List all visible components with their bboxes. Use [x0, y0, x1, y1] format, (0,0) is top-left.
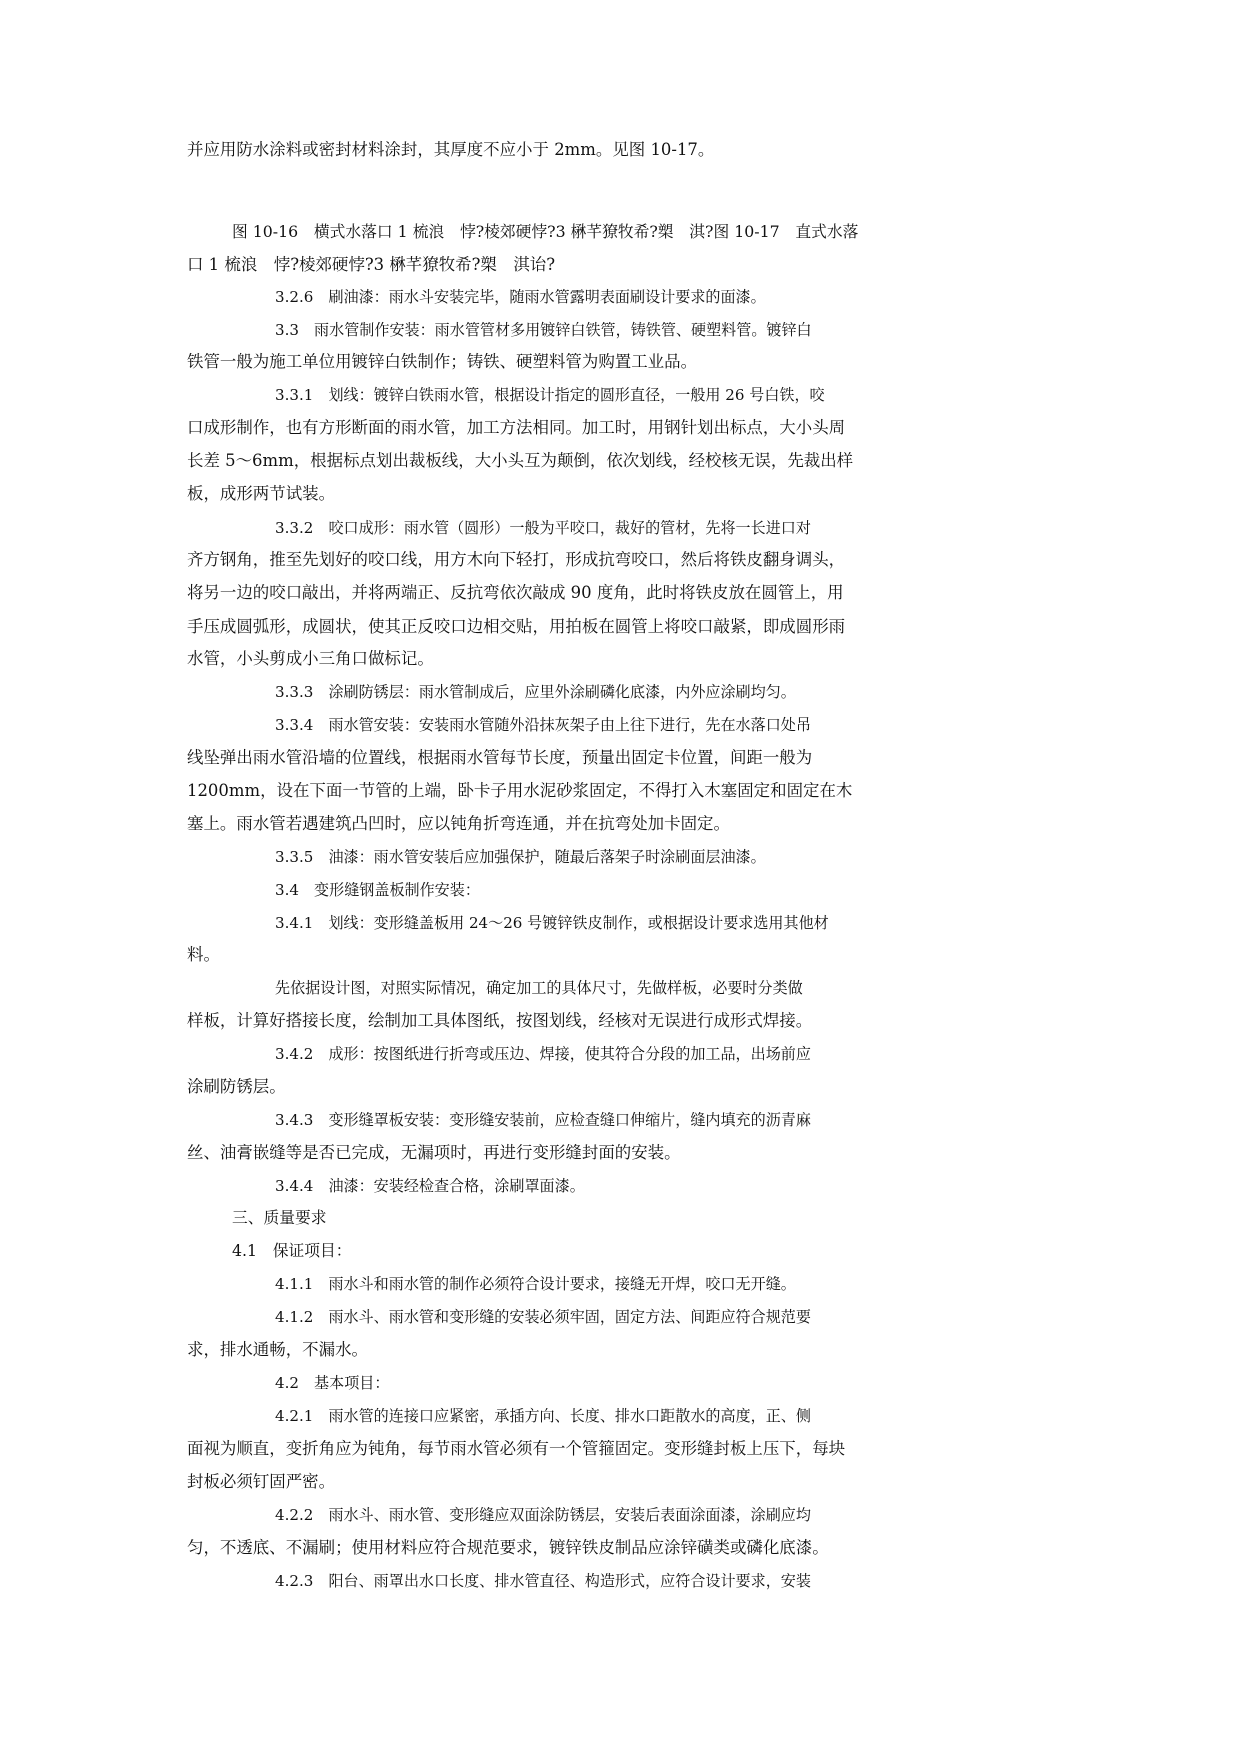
text-line: 手压成圆弧形，成圆状，使其正反咬口边相交贴，用拍板在圆管上将咬口敲紧，即成圆形雨 — [187, 617, 846, 636]
text-line: 3.3.3 涂刷防锈层：雨水管制成后，应里外涂刷磷化底漆，内外应涂刷均匀。 — [275, 683, 796, 701]
text-line: 3.4.1 划线：变形缝盖板用 24～26 号镀锌铁皮制作，或根据设计要求选用其他材 — [275, 914, 829, 932]
text-line: 料。 — [187, 945, 220, 964]
text-line: 面视为顺直，变折角应为钝角，每节雨水管必须有一个管箍固定。变形缝封板上压下，每块 — [187, 1439, 846, 1458]
text-line: 4.1.2 雨水斗、雨水管和变形缝的安装必须牢固，固定方法、间距应符合规范要 — [275, 1308, 811, 1326]
text-line: 4.2.3 阳台、雨罩出水口长度、排水管直径、构造形式，应符合设计要求，安装 — [275, 1572, 811, 1590]
text-line: 3.3.4 雨水管安装：安装雨水管随外沿抹灰架子由上往下进行，先在水落口处吊 — [275, 716, 811, 734]
text-line: 封板必须钉固严密。 — [187, 1472, 336, 1491]
section-heading: 3.3 雨水管制作安装：雨水管管材多用镀锌白铁管，铸铁管、硬塑料管。镀锌白 — [275, 321, 812, 339]
section-heading: 3.4 变形缝钢盖板制作安装： — [275, 881, 480, 899]
text-line: 丝、油膏嵌缝等是否已完成，无漏项时，再进行变形缝封面的安装。 — [187, 1143, 681, 1162]
text-line: 3.4.4 油漆：安装经检查合格，涂刷罩面漆。 — [275, 1177, 585, 1195]
text-line: 铁管一般为施工单位用镀锌白铁制作；铸铁、硬塑料管为购置工业品。 — [187, 352, 698, 371]
text-line: 1200mm，设在下面一节管的上端，卧卡子用水泥砂浆固定，不得打入木塞固定和固定在木 — [187, 781, 853, 800]
text-line: 线坠弹出雨水管沿墙的位置线，根据雨水管每节长度，预量出固定卡位置，间距一般为 — [187, 748, 813, 767]
text-line: 求，排水通畅，不漏水。 — [187, 1340, 368, 1359]
figure-caption: 口 1 梳浪 悖?棱郊硬悖?3 楙芊獠牧希?槊 淇诒? — [187, 255, 556, 274]
section-heading: 4.2 基本项目： — [275, 1374, 390, 1392]
text-line: 4.1.1 雨水斗和雨水管的制作必须符合设计要求，接缝无开焊，咬口无开缝。 — [275, 1275, 796, 1293]
section-heading: 4.1 保证项目： — [232, 1241, 352, 1260]
text-line: 涂刷防锈层。 — [187, 1077, 286, 1096]
text-line: 4.2.2 雨水斗、雨水管、变形缝应双面涂防锈层，安装后表面涂面漆，涂刷应均 — [275, 1506, 811, 1524]
text-line: 3.4.3 变形缝罩板安装：变形缝安装前，应检查缝口伸缩片，缝内填充的沥青麻 — [275, 1111, 811, 1129]
text-line: 板，成形两节试装。 — [187, 484, 336, 503]
text-line: 齐方钢角，推至先划好的咬口线，用方木向下轻打，形成抗弯咬口，然后将铁皮翻身调头， — [187, 550, 846, 569]
text-line: 水管，小头剪成小三角口做标记。 — [187, 649, 434, 668]
text-line: 样板，计算好搭接长度，绘制加工具体图纸，按图划线，经核对无误进行成形式焊接。 — [187, 1011, 813, 1030]
text-line: 长差 5～6mm，根据标点划出裁板线，大小头互为颠倒，依次划线，经校核无误，先裁出样 — [187, 451, 854, 470]
text-line: 3.2.6 刷油漆：雨水斗安装完毕，随雨水管露明表面刷设计要求的面漆。 — [275, 288, 766, 306]
text-line: 并应用防水涂料或密封材料涂封，其厚度不应小于 2mm。见图 10-17。 — [187, 140, 715, 159]
text-line: 3.3.1 划线：镀锌白铁雨水管，根据设计指定的圆形直径，一般用 26 号白铁，咬 — [275, 386, 825, 404]
text-line: 匀，不透底、不漏刷；使用材料应符合规范要求，镀锌铁皮制品应涂锌磺类或磷化底漆。 — [187, 1538, 829, 1557]
text-line: 3.3.2 咬口成形：雨水管（圆形）一般为平咬口，裁好的管材，先将一长进口对 — [275, 519, 811, 537]
chapter-heading: 三、质量要求 — [232, 1208, 327, 1227]
text-line: 3.4.2 成形：按图纸进行折弯或压边、焊接，使其符合分段的加工品，出场前应 — [275, 1045, 811, 1063]
text-line: 塞上。雨水管若遇建筑凸凹时，应以钝角折弯连通，并在抗弯处加卡固定。 — [187, 814, 730, 833]
text-line: 将另一边的咬口敲出，并将两端正、反抗弯依次敲成 90 度角，此时将铁皮放在圆管上，用 — [187, 583, 844, 602]
text-line: 口成形制作，也有方形断面的雨水管，加工方法相同。加工时，用钢针划出标点，大小头周 — [187, 418, 846, 437]
text-line: 先依据设计图，对照实际情况，确定加工的具体尺寸，先做样板，必要时分类做 — [275, 979, 803, 997]
text-line: 3.3.5 油漆：雨水管安装后应加强保护，随最后落架子时涂刷面层油漆。 — [275, 848, 766, 866]
figure-caption: 图 10-16 横式水落口 1 梳浪 悖?棱郊硬悖?3 楙芊獠牧希?槊 淇?图 10-17 直式水落 — [232, 222, 859, 241]
text-line: 4.2.1 雨水管的连接口应紧密，承插方向、长度、排水口距散水的高度，正、侧 — [275, 1407, 811, 1425]
